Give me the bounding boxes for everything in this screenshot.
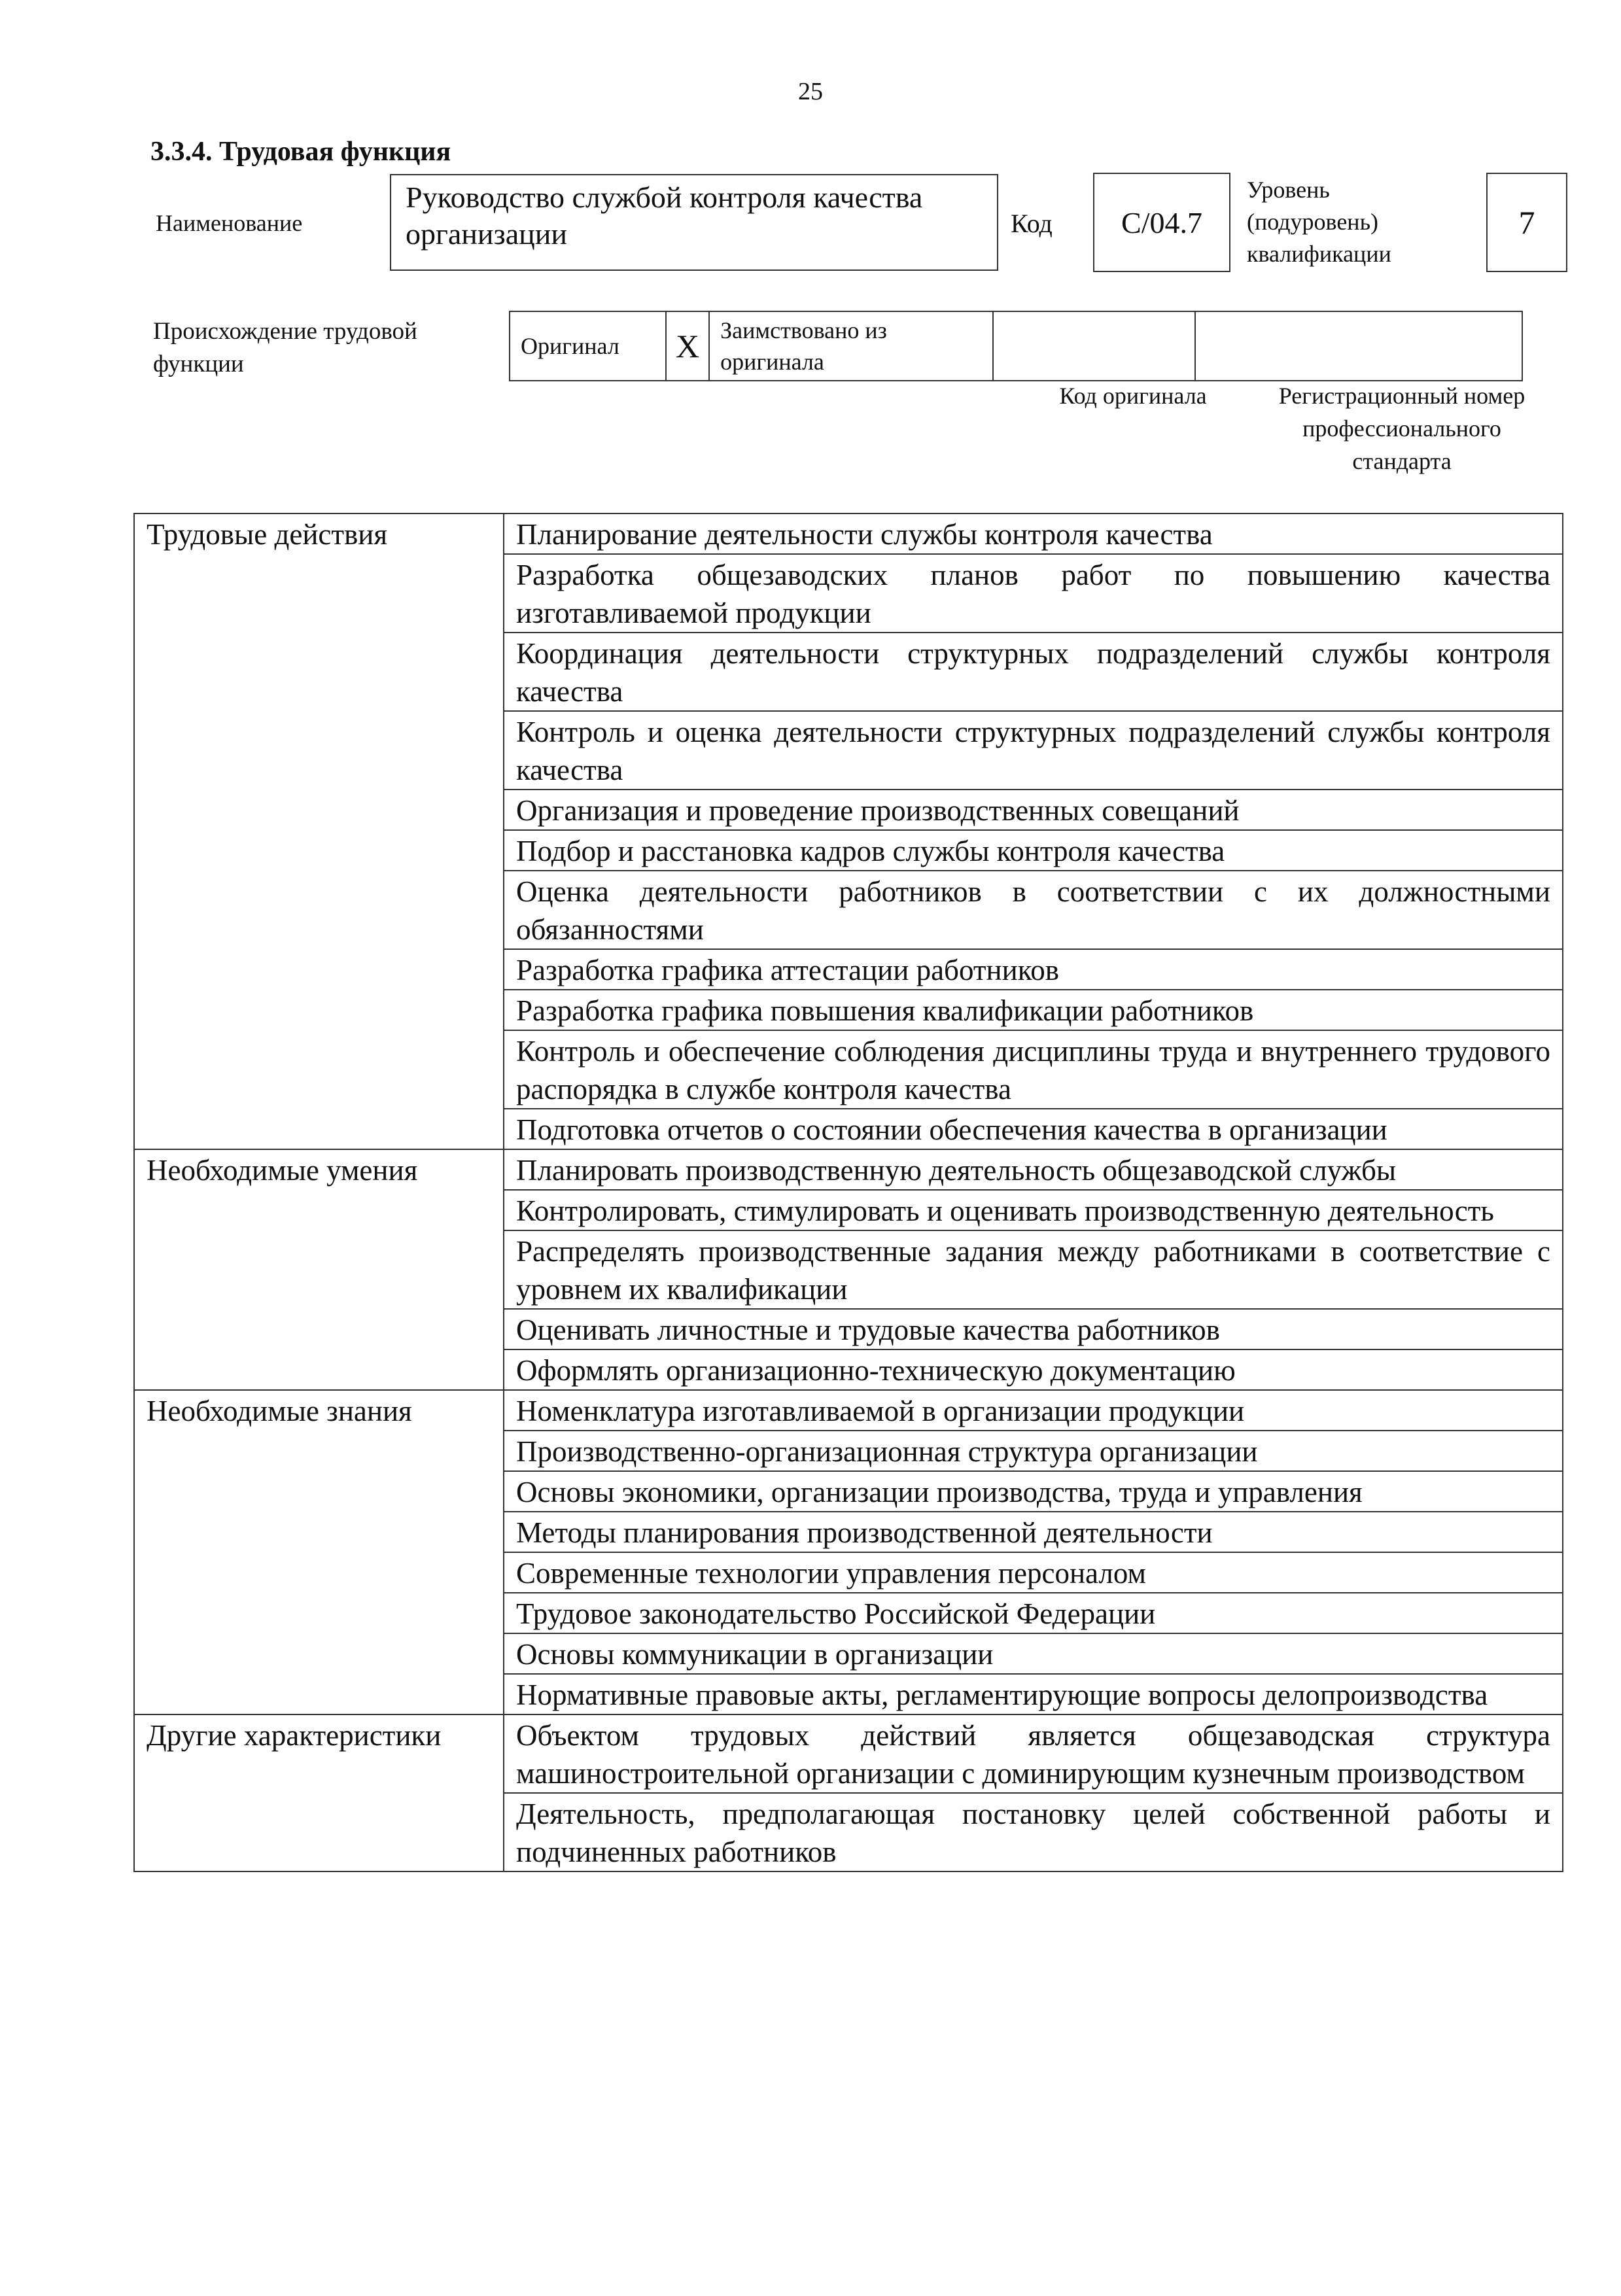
labor-function-table [133, 513, 1563, 1872]
reg-caption-line: профессионального [1302, 415, 1501, 442]
labor-function-table-body [134, 513, 1563, 1871]
item-cell: Разработка общезаводских планов работ по повышению качества изготавливаемой продукции [504, 554, 1563, 633]
item-cell: Основы экономики, организации производства, труда и управления [504, 1471, 1563, 1512]
item-cell: Контроль и обеспечение соблюдения дисциплины труда и внутреннего трудового распорядка в службе контроля качества [504, 1030, 1563, 1109]
table-row [134, 1149, 1563, 1190]
code-label: Код [1011, 209, 1053, 238]
item-cell: Номенклатура изготавливаемой в организации продукции [504, 1390, 1563, 1431]
item-cell: Разработка графика аттестации работников [504, 949, 1563, 990]
original-cell [510, 311, 666, 381]
origin-label-line: Происхождение трудовой [153, 318, 417, 345]
item-cell: Основы коммуникации в организации [504, 1633, 1563, 1674]
item-cell: Современные технологии управления персоналом [504, 1552, 1563, 1593]
level-label-line: (подуровень) [1247, 209, 1378, 235]
item-cell: Организация и проведение производственных совещаний [504, 790, 1563, 830]
item-cell: Производственно-организационная структура организации [504, 1431, 1563, 1471]
item-cell: Планирование деятельности службы контроля качества [504, 513, 1563, 554]
reg-caption-line: Регистрационный номер [1278, 383, 1525, 409]
level-label-line: квалификации [1247, 241, 1391, 267]
item-cell: Оформлять организационно-техническую документацию [504, 1349, 1563, 1390]
item-cell: Распределять производственные задания между работниками в соответствие с уровнем их квалификации [504, 1230, 1563, 1309]
borrowed-label-line: Заимствовано из [720, 317, 887, 343]
item-cell: Подбор и расстановка кадров службы контроля качества [504, 830, 1563, 871]
original-mark-cell [666, 311, 709, 381]
item-cell: Контроль и оценка деятельности структурных подразделений службы контроля качества [504, 711, 1563, 790]
item-cell: Деятельность, предполагающая постановку целей собственной работы и подчиненных работников [504, 1793, 1563, 1871]
item-cell: Планировать производственную деятельность общезаводской службы [504, 1149, 1563, 1190]
section-heading: 3.3.4. Трудовая функция [150, 137, 451, 167]
function-name-box: Руководство службой контроля качества организации [390, 174, 998, 271]
original-label: Оригинал [521, 333, 619, 359]
original-mark: X [676, 328, 700, 364]
origin-label [153, 315, 417, 381]
item-cell: Контролировать, стимулировать и оценивать производственную деятельность [504, 1190, 1563, 1230]
category-cell: Необходимые знания [134, 1390, 504, 1714]
borrowed-cell [709, 311, 993, 381]
origin-label-line: функции [153, 351, 244, 377]
borrowed-label-line: оригинала [720, 349, 824, 375]
item-cell: Оценивать личностные и трудовые качества работников [504, 1309, 1563, 1349]
category-cell: Другие характеристики [134, 1714, 504, 1871]
item-cell: Координация деятельности структурных подразделений службы контроля качества [504, 633, 1563, 711]
item-cell: Трудовое законодательство Российской Федерации [504, 1593, 1563, 1633]
table-row [134, 1714, 1563, 1793]
reg-caption-line: стандарта [1352, 448, 1452, 474]
level-label-line: Уровень [1247, 177, 1330, 203]
item-cell: Нормативные правовые акты, регламентирующие вопросы делопроизводства [504, 1674, 1563, 1714]
qualification-level-box: 7 [1486, 173, 1567, 272]
page-number: 25 [798, 78, 823, 105]
item-cell: Методы планирования производственной деятельности [504, 1512, 1563, 1552]
item-cell: Подготовка отчетов о состоянии обеспечения качества в организации [504, 1109, 1563, 1149]
function-code-box: C/04.7 [1093, 173, 1230, 272]
item-cell: Объектом трудовых действий является общезаводская структура машиностроительной организации с доминирующим кузнечным производством [504, 1714, 1563, 1793]
name-label: Наименование [156, 210, 303, 236]
original-code-caption: Код оригинала [1059, 383, 1207, 409]
category-cell: Необходимые умения [134, 1149, 504, 1390]
original-code-cell [993, 311, 1195, 381]
reg-number-caption [1235, 379, 1569, 478]
category-cell: Трудовые действия [134, 513, 504, 1149]
item-cell: Разработка графика повышения квалификации работников [504, 990, 1563, 1030]
qualification-level-label [1247, 174, 1391, 270]
origin-table [509, 311, 1523, 381]
table-row [134, 513, 1563, 554]
table-row [134, 1390, 1563, 1431]
reg-number-cell [1195, 311, 1522, 381]
item-cell: Оценка деятельности работников в соответствии с их должностными обязанностями [504, 871, 1563, 949]
